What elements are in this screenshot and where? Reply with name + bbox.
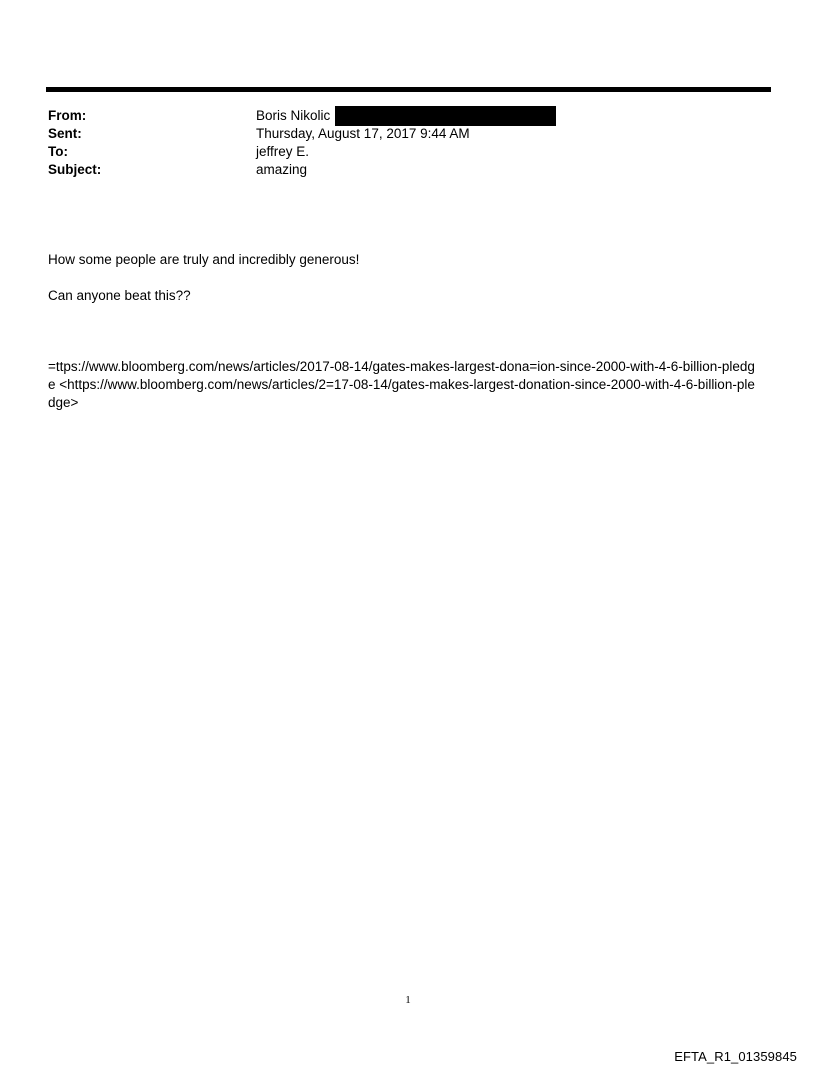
subject-label: Subject: (48, 162, 102, 177)
header-divider (46, 87, 771, 92)
article-link[interactable]: =ttps://www.bloomberg.com/news/articles/2017-08-14/gates-makes-largest-dona=ion-since-2000-with-4-6-billion-pledge <https://www.bloomberg.com/news/articles/2=17-08-14/gates-makes-largest-donation-since-2000-with-4-6-billion-pledge> (48, 359, 755, 410)
from-row (48, 107, 768, 125)
body-line-2: Can anyone beat this?? (48, 288, 191, 303)
body-line-1: How some people are truly and incredibly generous! (48, 252, 360, 267)
subject-row (48, 161, 768, 179)
bates-number: EFTA_R1_01359845 (674, 1049, 797, 1064)
sent-value: Thursday, August 17, 2017 9:44 AM (256, 126, 470, 141)
sent-row (48, 125, 768, 143)
to-value: jeffrey E. (256, 144, 310, 159)
redaction-box (335, 106, 556, 126)
to-row (48, 143, 768, 161)
sent-label: Sent: (48, 126, 82, 141)
from-value (256, 107, 556, 126)
sender-name: Boris Nikolic (256, 108, 331, 123)
from-label: From: (48, 108, 87, 123)
page-number: 1 (405, 994, 411, 1006)
to-label: To: (48, 144, 68, 159)
subject-value: amazing (256, 162, 308, 177)
email-header (48, 107, 768, 179)
